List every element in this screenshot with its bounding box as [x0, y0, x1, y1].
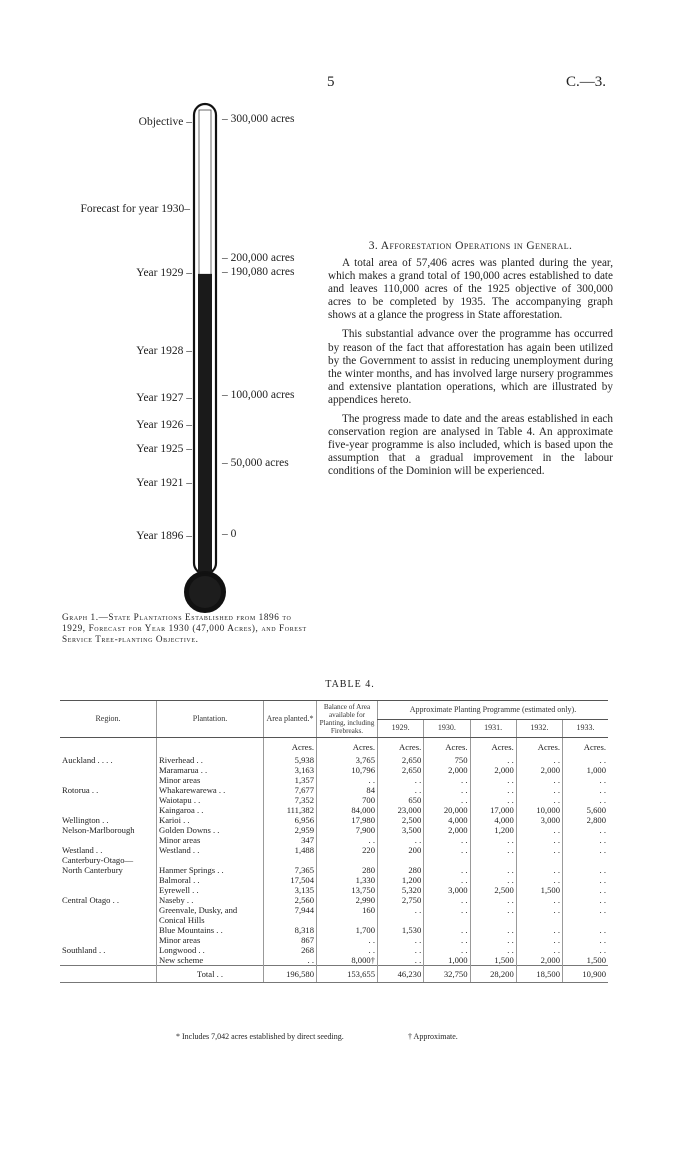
cell-value: 2,560 [264, 895, 317, 905]
label-objective: Objective – [138, 116, 192, 128]
cell-region [60, 955, 157, 966]
cell-value: . . [516, 845, 562, 855]
cell-value: 200 [378, 845, 424, 855]
label-200000-acres: – 200,000 acres [222, 252, 295, 264]
cell-value: 3,765 [317, 755, 378, 765]
cell-value: 4,000 [470, 815, 516, 825]
cell-value: 1,000 [424, 955, 470, 966]
cell-value: . . [470, 795, 516, 805]
cell-plantation: Eyrewell . . [157, 885, 264, 895]
cell-value: 2,500 [470, 885, 516, 895]
cell-value: 867 [264, 935, 317, 945]
cell-value [516, 855, 562, 865]
cell-region: Canterbury-Otago— [62, 855, 134, 865]
cell-value: . . [516, 895, 562, 905]
cell-value: . . [563, 945, 609, 955]
cell-value: 1,500 [470, 955, 516, 966]
document-code: C.—3. [566, 74, 607, 90]
cell-value: 160 [317, 905, 378, 925]
label-year-1925: Year 1925 – [136, 443, 192, 455]
table-row [60, 815, 608, 825]
header-year-1930: 1930. [424, 719, 470, 738]
header-region: Region. [60, 701, 157, 738]
cell-value: . . [470, 935, 516, 945]
cell-region: Wellington . . [62, 815, 109, 825]
footnote-direct-seeding: * Includes 7,042 acres established by direct seeding. [176, 1032, 344, 1041]
cell-value: . . [563, 785, 609, 795]
cell-region: Auckland . . . . [62, 755, 113, 765]
cell-value: 3,000 [424, 885, 470, 895]
cell-region [60, 905, 157, 925]
page-number: 5 [327, 74, 335, 90]
table-row [60, 905, 608, 925]
table-row [60, 845, 608, 855]
table-row [60, 825, 608, 835]
cell-value: 4,000 [424, 815, 470, 825]
thermometer-fill [198, 274, 212, 580]
cell-value: . . [378, 945, 424, 955]
table-row [60, 865, 608, 875]
label-year-1927: Year 1927 – [136, 392, 192, 404]
cell-value: 84,000 [317, 805, 378, 815]
table-row [60, 855, 608, 865]
cell-value: . . [424, 775, 470, 785]
table-row [60, 945, 608, 955]
header-year-1932: 1932. [516, 719, 562, 738]
label-50000-acres: – 50,000 acres [222, 457, 289, 469]
cell-value: 3,500 [378, 825, 424, 835]
cell-value: 2,990 [317, 895, 378, 905]
cell-region [60, 875, 157, 885]
cell-value: 10,796 [317, 765, 378, 775]
label-190080-acres: – 190,080 acres [222, 266, 295, 278]
cell-value: 2,500 [378, 815, 424, 825]
cell-value: 3,000 [516, 815, 562, 825]
cell-region [60, 805, 157, 815]
cell-value: 2,000 [424, 765, 470, 775]
cell-value: 2,000 [424, 825, 470, 835]
units-row: Acres. Acres. Acres. Acres. Acres. Acres. Acres. [60, 738, 608, 756]
cell-plantation: Whakarewarewa . . [157, 785, 264, 795]
cell-value: . . [470, 865, 516, 875]
cell-value: . . [378, 905, 424, 925]
table-4 [60, 700, 608, 983]
cell-value: . . [470, 905, 516, 925]
cell-value: 2,959 [264, 825, 317, 835]
label-year-1929: Year 1929 – [136, 267, 192, 279]
cell-value: 3,135 [264, 885, 317, 895]
table-row [60, 925, 608, 935]
cell-plantation: Blue Mountains . . [157, 925, 264, 935]
total-label: Total . . [157, 966, 264, 983]
cell-value: . . [516, 825, 562, 835]
cell-value: . . [563, 925, 609, 935]
cell-value: . . [424, 905, 470, 925]
cell-value: 280 [378, 865, 424, 875]
cell-value: 111,382 [264, 805, 317, 815]
cell-value: . . [424, 835, 470, 845]
cell-value: . . [563, 825, 609, 835]
cell-value: 1,530 [378, 925, 424, 935]
cell-value: . . [563, 885, 609, 895]
total-value: 196,580 [264, 966, 317, 983]
cell-value: . . [424, 865, 470, 875]
cell-value: . . [424, 875, 470, 885]
cell-value: 1,500 [516, 885, 562, 895]
cell-plantation: Balmoral . . [157, 875, 264, 885]
cell-value: . . [424, 785, 470, 795]
label-year-1928: Year 1928 – [136, 345, 192, 357]
thermometer-svg [180, 100, 230, 640]
total-value: 10,900 [563, 966, 609, 983]
total-value: 32,750 [424, 966, 470, 983]
cell-value: . . [317, 835, 378, 845]
cell-region: North Canterbury [62, 865, 123, 875]
cell-value: . . [424, 795, 470, 805]
cell-value: 220 [317, 845, 378, 855]
cell-plantation: Kaingaroa . . [157, 805, 264, 815]
cell-value: 280 [317, 865, 378, 875]
cell-value: . . [470, 775, 516, 785]
cell-value: . . [470, 925, 516, 935]
cell-region [60, 935, 157, 945]
cell-value: . . [516, 925, 562, 935]
cell-value: 2,650 [378, 765, 424, 775]
footnote-approximate: † Approximate. [408, 1032, 458, 1041]
cell-value [563, 855, 609, 865]
header-programme: Approximate Planting Programme (estimated only). [378, 701, 609, 720]
cell-value: 2,000 [516, 765, 562, 775]
cell-plantation: Minor areas [157, 835, 264, 845]
cell-value: 1,700 [317, 925, 378, 935]
cell-region: Nelson-Marlborough [62, 825, 135, 835]
cell-value: . . [516, 835, 562, 845]
table-row [60, 765, 608, 775]
cell-value: 3,163 [264, 765, 317, 775]
cell-plantation: Karioi . . [157, 815, 264, 825]
header-year-1933: 1933. [563, 719, 609, 738]
cell-value: 650 [378, 795, 424, 805]
cell-plantation: New scheme [157, 955, 264, 966]
table-row [60, 755, 608, 765]
total-value: 153,655 [317, 966, 378, 983]
cell-region: Westland . . [62, 845, 103, 855]
cell-value: . . [563, 865, 609, 875]
cell-value: 17,980 [317, 815, 378, 825]
header-plantation: Plantation. [157, 701, 264, 738]
cell-value: 1,200 [378, 875, 424, 885]
cell-value: . . [470, 835, 516, 845]
cell-region [60, 835, 157, 845]
cell-value: 7,944 [264, 905, 317, 925]
cell-value: . . [378, 935, 424, 945]
table-row [60, 955, 608, 966]
cell-plantation: Hanmer Springs . . [157, 865, 264, 875]
cell-value: 2,800 [563, 815, 609, 825]
cell-value: . . [516, 875, 562, 885]
cell-value: 1,488 [264, 845, 317, 855]
cell-plantation: Naseby . . [157, 895, 264, 905]
cell-value: . . [470, 845, 516, 855]
paragraph: This substantial advance over the programme has occurred by reason of the fact that afforestation has again been utilized by the Government to assist in reducing unemployment during the winter months, and has involved large nursery programmes and extensive plantation operations, which are illustrated by appendices hereto. [328, 328, 613, 406]
cell-value: 7,365 [264, 865, 317, 875]
cell-value: . . [563, 795, 609, 805]
cell-value: . . [424, 945, 470, 955]
paragraph: The progress made to date and the areas established in each conservation region are analysed in Table 4. An approximate five-year programme is also included, which is based upon the assumption that a gradual improvement in the labour conditions of the Dominion will be experienced. [328, 413, 613, 478]
label-zero-acres: – 0 [222, 528, 237, 540]
cell-value: 7,677 [264, 785, 317, 795]
label-300000-acres: – 300,000 acres [222, 113, 295, 125]
cell-value: . . [470, 785, 516, 795]
cell-value: . . [470, 875, 516, 885]
cell-plantation: Greenvale, Dusky, and Conical Hills [157, 905, 264, 925]
cell-value: . . [378, 785, 424, 795]
cell-region: Southland . . [62, 945, 106, 955]
paragraph: A total area of 57,406 acres was planted during the year, which makes a grand total of 190,000 acres established to date and leaves 110,000 acres of the 1925 objective of 300,000 acres to be completed by 1935. The accompanying graph shows at a glance the progress in State afforestation. [328, 257, 613, 322]
cell-region: Central Otago . . [62, 895, 120, 905]
table-row [60, 895, 608, 905]
cell-value: 17,000 [470, 805, 516, 815]
cell-value: . . [563, 935, 609, 945]
cell-value: . . [563, 875, 609, 885]
cell-value: . . [378, 835, 424, 845]
cell-value: . . [317, 775, 378, 785]
cell-value: . . [563, 905, 609, 925]
cell-value: 23,000 [378, 805, 424, 815]
table-row [60, 935, 608, 945]
cell-value: . . [563, 775, 609, 785]
cell-value: . . [516, 935, 562, 945]
table-row [60, 805, 608, 815]
header-year-1929: 1929. [378, 719, 424, 738]
cell-value: 347 [264, 835, 317, 845]
cell-value: 2,750 [378, 895, 424, 905]
cell-value [378, 855, 424, 865]
cell-value: . . [424, 935, 470, 945]
cell-value [264, 855, 317, 865]
cell-value: 5,938 [264, 755, 317, 765]
cell-plantation: Longwood . . [157, 945, 264, 955]
cell-value: . . [424, 895, 470, 905]
cell-plantation: Riverhead . . [157, 755, 264, 765]
label-year-1921: Year 1921 – [136, 477, 192, 489]
cell-value: 8,000† [317, 955, 378, 966]
table-row [60, 835, 608, 845]
total-value: 46,230 [378, 966, 424, 983]
cell-value: . . [424, 925, 470, 935]
table-row [60, 795, 608, 805]
cell-value: . . [516, 785, 562, 795]
table-title: TABLE 4. [325, 679, 375, 690]
cell-region [60, 885, 157, 895]
cell-value: . . [264, 955, 317, 966]
header-balance: Balance of Area available for Planting, including Firebreaks. [317, 701, 378, 738]
total-value: 18,500 [516, 966, 562, 983]
cell-plantation: Maramarua . . [157, 765, 264, 775]
cell-value: . . [424, 845, 470, 855]
cell-value: . . [317, 935, 378, 945]
cell-plantation: Waiotapu . . [157, 795, 264, 805]
cell-value: . . [516, 795, 562, 805]
section-title: 3. Afforestation Operations in General. [368, 240, 573, 252]
cell-value [317, 855, 378, 865]
table-row [60, 785, 608, 795]
cell-value: . . [470, 945, 516, 955]
cell-value: 1,200 [470, 825, 516, 835]
cell-value: . . [516, 775, 562, 785]
cell-plantation: Minor areas [157, 775, 264, 785]
cell-region: Rotorua . . [62, 785, 99, 795]
cell-value: 750 [424, 755, 470, 765]
cell-value: 5,600 [563, 805, 609, 815]
cell-value: 5,320 [378, 885, 424, 895]
cell-value: 20,000 [424, 805, 470, 815]
cell-value: 1,000 [563, 765, 609, 775]
cell-value: 1,357 [264, 775, 317, 785]
header-year-1931: 1931. [470, 719, 516, 738]
cell-value: 7,900 [317, 825, 378, 835]
cell-value: 13,750 [317, 885, 378, 895]
cell-region [60, 765, 157, 775]
cell-value: 1,500 [563, 955, 609, 966]
table-row [60, 775, 608, 785]
label-100000-acres: – 100,000 acres [222, 389, 295, 401]
cell-region [60, 925, 157, 935]
cell-plantation [157, 855, 264, 865]
article-body [328, 257, 613, 485]
cell-value: . . [563, 895, 609, 905]
label-forecast-1930: Forecast for year 1930– [80, 203, 190, 215]
table-total-row [60, 966, 608, 983]
cell-region [60, 775, 157, 785]
cell-value: 17,504 [264, 875, 317, 885]
cell-region [60, 795, 157, 805]
cell-value: 7,352 [264, 795, 317, 805]
cell-value: . . [317, 945, 378, 955]
cell-value [470, 855, 516, 865]
cell-value: . . [563, 845, 609, 855]
cell-value: 1,330 [317, 875, 378, 885]
label-year-1896: Year 1896 – [136, 530, 192, 542]
cell-value: 2,000 [516, 955, 562, 966]
cell-value: . . [378, 775, 424, 785]
cell-plantation: Golden Downs . . [157, 825, 264, 835]
total-value: 28,200 [470, 966, 516, 983]
cell-value: 8,318 [264, 925, 317, 935]
cell-plantation: Minor areas [157, 935, 264, 945]
cell-value: . . [516, 905, 562, 925]
cell-value: . . [470, 755, 516, 765]
cell-value: . . [470, 895, 516, 905]
label-year-1926: Year 1926 – [136, 419, 192, 431]
cell-value: 6,956 [264, 815, 317, 825]
cell-value: . . [563, 755, 609, 765]
cell-value: . . [516, 755, 562, 765]
cell-value: . . [516, 945, 562, 955]
cell-value: 2,650 [378, 755, 424, 765]
cell-value: 10,000 [516, 805, 562, 815]
cell-value: 268 [264, 945, 317, 955]
table-row [60, 885, 608, 895]
cell-value: . . [563, 835, 609, 845]
header-area: Area planted.* [264, 701, 317, 738]
cell-value: . . [516, 865, 562, 875]
table-row [60, 875, 608, 885]
cell-plantation: Westland . . [157, 845, 264, 855]
cell-value [424, 855, 470, 865]
graph-caption: Graph 1.—State Plantations Established from 1896 to 1929, Forecast for Year 1930 (47,000 Acres), and Forest Service Tree-planting Objective. [62, 612, 307, 644]
cell-value: . . [378, 955, 424, 966]
cell-value: 700 [317, 795, 378, 805]
cell-value: 2,000 [470, 765, 516, 775]
cell-value: 84 [317, 785, 378, 795]
